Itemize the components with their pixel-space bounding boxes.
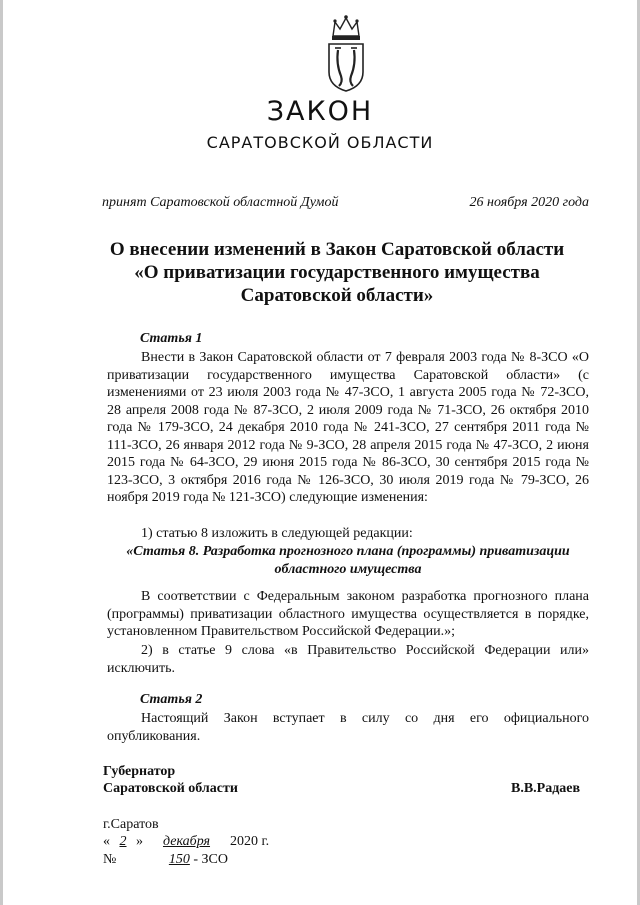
adopted-date: 26 ноября 2020 года: [469, 195, 589, 210]
adopted-by: принят Саратовской областной Думой: [102, 195, 339, 210]
saratov-coat-of-arms-icon: [325, 14, 367, 92]
date-day: 2: [119, 834, 127, 849]
adoption-line: [102, 195, 589, 211]
article-1-item-2: 2) в статье 9 слова «в Правительство Российской Федерации или» исключить.: [107, 643, 589, 676]
region-title: САРАТОВСКОЙ ОБЛАСТИ: [206, 133, 434, 152]
date-month: декабря: [162, 834, 211, 849]
law-title: ЗАКОН: [266, 96, 374, 127]
date-quote-open: «: [103, 834, 110, 849]
signatory-position-line-1: Губернатор: [103, 764, 176, 779]
law-number: [103, 852, 228, 868]
article-2-text: Настоящий Закон вступает в силу со дня его официального опубликования.: [107, 711, 589, 744]
heading-line: О внесении изменений в Закон Саратовской области: [109, 239, 565, 260]
article-1-item-1: 1) статью 8 изложить в следующей редакции:: [141, 526, 413, 541]
number-value: 150: [168, 852, 190, 867]
date-year: 2020 г.: [230, 834, 270, 849]
quoted-article-title: [107, 543, 589, 578]
article-2-label: Статья 2: [140, 692, 203, 707]
number-suffix: - ЗСО: [193, 852, 228, 867]
heading-line: «О приватизации государственного имущества: [134, 262, 540, 283]
signatory-name: В.В.Радаев: [511, 781, 581, 796]
heading-line: Саратовской области»: [240, 285, 434, 306]
quoted-article-text: В соответствии с Федеральным законом разработка прогнозного плана (программы) приватизации областного имущества осуществляется в порядке, установленном Правительством Российской Федерации.»;: [107, 589, 589, 639]
article-1-label: Статья 1: [140, 331, 203, 346]
quoted-title-line: «Статья 8. Разработка прогнозного плана (программы) приватизации: [126, 544, 570, 559]
signatory-position-line-2: Саратовской области: [103, 781, 238, 796]
city: г.Саратов: [103, 817, 159, 832]
article-1-intro: Внести в Закон Саратовской области от 7 февраля 2003 года № 8-ЗСО «О приватизации государственного имущества Саратовской области» (с изменениями от 23 июля 2003 года № 47-ЗСО, 1 августа 2005 года № 72-ЗСО, 28 апреля 2008 года № 87-ЗСО, 2 июля 2009 года № 71-ЗСО, 26 октября 2010 года № 179-ЗСО, 24 декабря 2010 года № 241-ЗСО, 27 сентября 2011 года № 111-ЗСО, 26 января 2012 года № 9-ЗСО, 28 апреля 2015 года № 47-ЗСО, 2 июня 2015 года № 64-ЗСО, 29 июня 2015 года № 86-ЗСО, 30 сентября 2015 года № 123-ЗСО, 3 октября 2016 года № 126-ЗСО, 30 июля 2019 года № 79-ЗСО, 26 ноября 2019 года № 121-ЗСО) следующие изменения:: [107, 350, 589, 505]
document-heading: [83, 238, 591, 307]
signing-date: [103, 834, 269, 850]
quoted-title-line: областного имущества: [274, 561, 422, 577]
number-prefix: №: [103, 852, 117, 867]
date-quote-close: »: [136, 834, 143, 849]
